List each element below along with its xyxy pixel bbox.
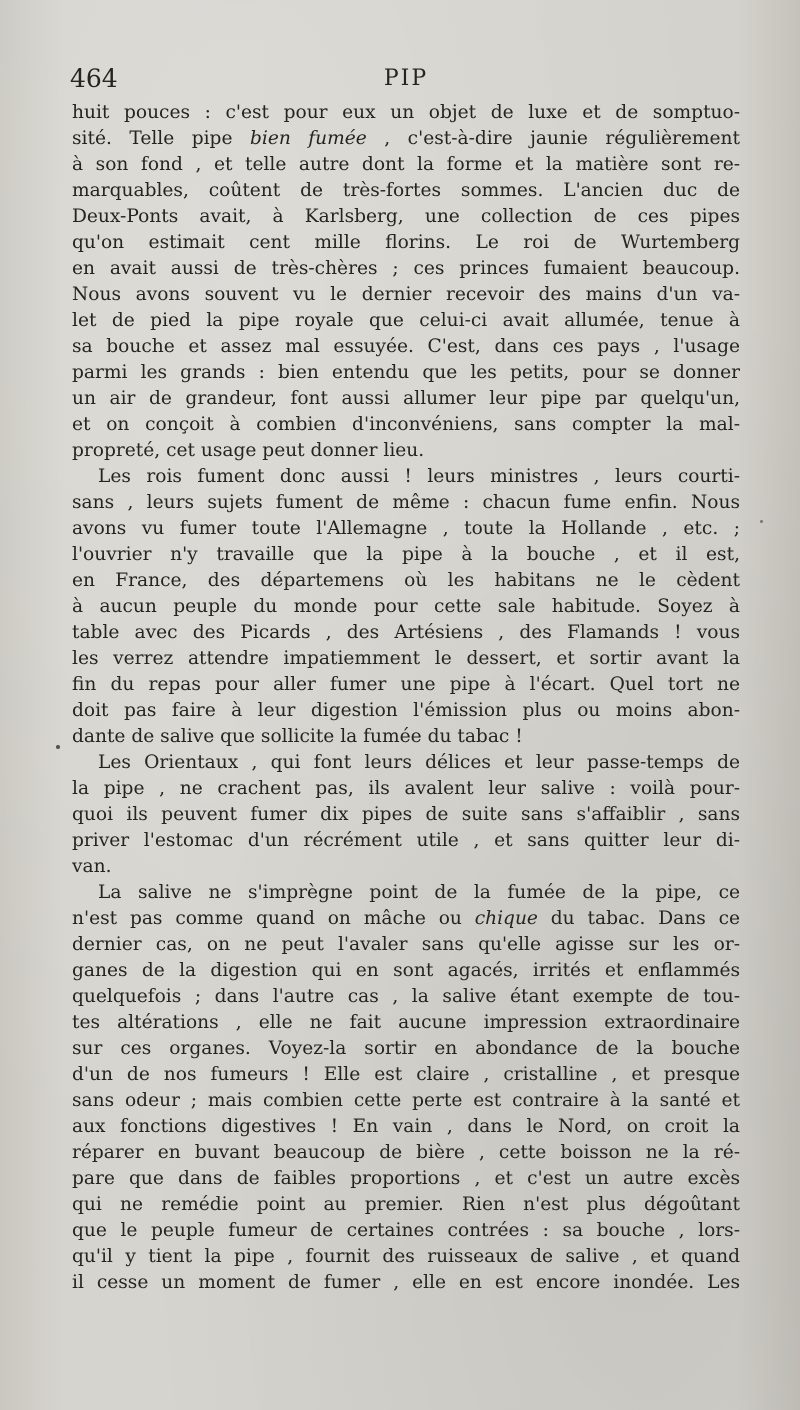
text-line: l'ouvrier n'y travaille que la pipe à la bouche , et il est, bbox=[72, 544, 740, 565]
text-segment: sité. Telle pipe bbox=[72, 128, 250, 149]
text-line: dante de salive que sollicite la fumée du tabac ! bbox=[72, 726, 523, 747]
text-line: let de pied la pipe royale que celui-ci avait allumée, tenue à bbox=[72, 310, 740, 331]
text-line: quelquefois ; dans l'autre cas , la salive étant exempte de tou- bbox=[72, 986, 740, 1007]
text-line: tes altérations , elle ne fait aucune impression extraordinaire bbox=[72, 1012, 740, 1033]
text-line: La salive ne s'imprègne point de la fumée de la pipe, ce bbox=[98, 882, 740, 903]
text-line: fin du repas pour aller fumer une pipe à l'écart. Quel tort ne bbox=[72, 674, 740, 695]
text-line: aux fonctions digestives ! En vain , dans le Nord, on croit la bbox=[72, 1116, 740, 1137]
page-number: 464 bbox=[70, 64, 118, 93]
text-line: doit pas faire à leur digestion l'émission plus ou moins abon- bbox=[72, 700, 740, 721]
text-segment: , c'est-à-dire jaunie régulièrement bbox=[366, 128, 740, 149]
text-line: et on conçoit à combien d'inconvéniens, sans compter la mal- bbox=[72, 414, 740, 435]
text-line: il cesse un moment de fumer , elle en est encore inondée. Les bbox=[72, 1272, 740, 1293]
text-line: huit pouces : c'est pour eux un objet de luxe et de somptuo- bbox=[72, 102, 740, 123]
text-line: Les rois fument donc aussi ! leurs ministres , leurs courti- bbox=[98, 466, 740, 487]
text-line: les verrez attendre impatiemment le dessert, et sortir avant la bbox=[72, 648, 740, 669]
ink-speck bbox=[760, 520, 763, 523]
text-line: quoi ils peuvent fumer dix pipes de suite sans s'affaiblir , sans bbox=[72, 804, 740, 825]
text-line: marquables, coûtent de très-fortes sommes. L'ancien duc de bbox=[72, 180, 740, 201]
text-segment: du tabac. Dans ce bbox=[537, 908, 740, 929]
running-head: PIP bbox=[383, 66, 429, 91]
text-line: sur ces organes. Voyez-la sortir en abondance de la bouche bbox=[72, 1038, 740, 1059]
text-line: un air de grandeur, font aussi allumer leur pipe par quelqu'un, bbox=[72, 388, 740, 409]
text-line: à aucun peuple du monde pour cette sale habitude. Soyez à bbox=[72, 596, 740, 617]
ink-speck bbox=[56, 745, 60, 749]
text-line: sans , leurs sujets fument de même : chacun fume enfin. Nous bbox=[72, 492, 740, 513]
text-line: propreté, cet usage peut donner lieu. bbox=[72, 440, 425, 461]
italic-term: chique bbox=[474, 908, 538, 929]
text-line: van. bbox=[72, 856, 112, 877]
text-line: pare que dans de faibles proportions , et c'est un autre excès bbox=[72, 1168, 740, 1189]
text-line: priver l'estomac d'un récrément utile , et sans quitter leur di- bbox=[72, 830, 740, 851]
body-text bbox=[72, 100, 740, 1296]
text-line: la pipe , ne crachent pas, ils avalent leur salive : voilà pour- bbox=[72, 778, 740, 799]
text-line: d'un de nos fumeurs ! Elle est claire , cristalline , et presque bbox=[72, 1064, 740, 1085]
text-line bbox=[72, 906, 740, 932]
text-line: en avait aussi de très-chères ; ces princes fumaient beaucoup. bbox=[72, 258, 740, 279]
text-line: réparer en buvant beaucoup de bière , cette boisson ne la ré- bbox=[72, 1142, 740, 1163]
text-line: parmi les grands : bien entendu que les petits, pour se donner bbox=[72, 362, 740, 383]
text-line bbox=[72, 126, 740, 152]
text-line: en France, des départemens où les habitans ne le cèdent bbox=[72, 570, 740, 591]
text-line: que le peuple fumeur de certaines contrées : sa bouche , lors- bbox=[72, 1220, 740, 1241]
text-line: qui ne remédie point au premier. Rien n'est plus dégoûtant bbox=[72, 1194, 740, 1215]
text-line: qu'il y tient la pipe , fournit des ruisseaux de salive , et quand bbox=[72, 1246, 740, 1267]
text-line: avons vu fumer toute l'Allemagne , toute la Hollande , etc. ; bbox=[72, 518, 740, 539]
text-line: à son fond , et telle autre dont la forme et la matière sont re- bbox=[72, 154, 740, 175]
text-line: ganes de la digestion qui en sont agacés, irrités et enflammés bbox=[72, 960, 740, 981]
text-line: Nous avons souvent vu le dernier recevoir des mains d'un va- bbox=[72, 284, 740, 305]
text-line: Deux-Ponts avait, à Karlsberg, une collection de ces pipes bbox=[72, 206, 740, 227]
italic-term: bien fumée bbox=[249, 128, 367, 149]
text-line: sa bouche et assez mal essuyée. C'est, dans ces pays , l'usage bbox=[72, 336, 740, 357]
text-line: qu'on estimait cent mille florins. Le roi de Wurtemberg bbox=[72, 232, 740, 253]
text-line: table avec des Picards , des Artésiens , des Flamands ! vous bbox=[72, 622, 740, 643]
text-line: dernier cas, on ne peut l'avaler sans qu'elle agisse sur les or- bbox=[72, 934, 740, 955]
page-header bbox=[70, 64, 742, 98]
text-segment: n'est pas comme quand on mâche ou bbox=[72, 908, 475, 929]
text-line: sans odeur ; mais combien cette perte est contraire à la santé et bbox=[72, 1090, 740, 1111]
text-line: Les Orientaux , qui font leurs délices et leur passe-temps de bbox=[98, 752, 740, 773]
